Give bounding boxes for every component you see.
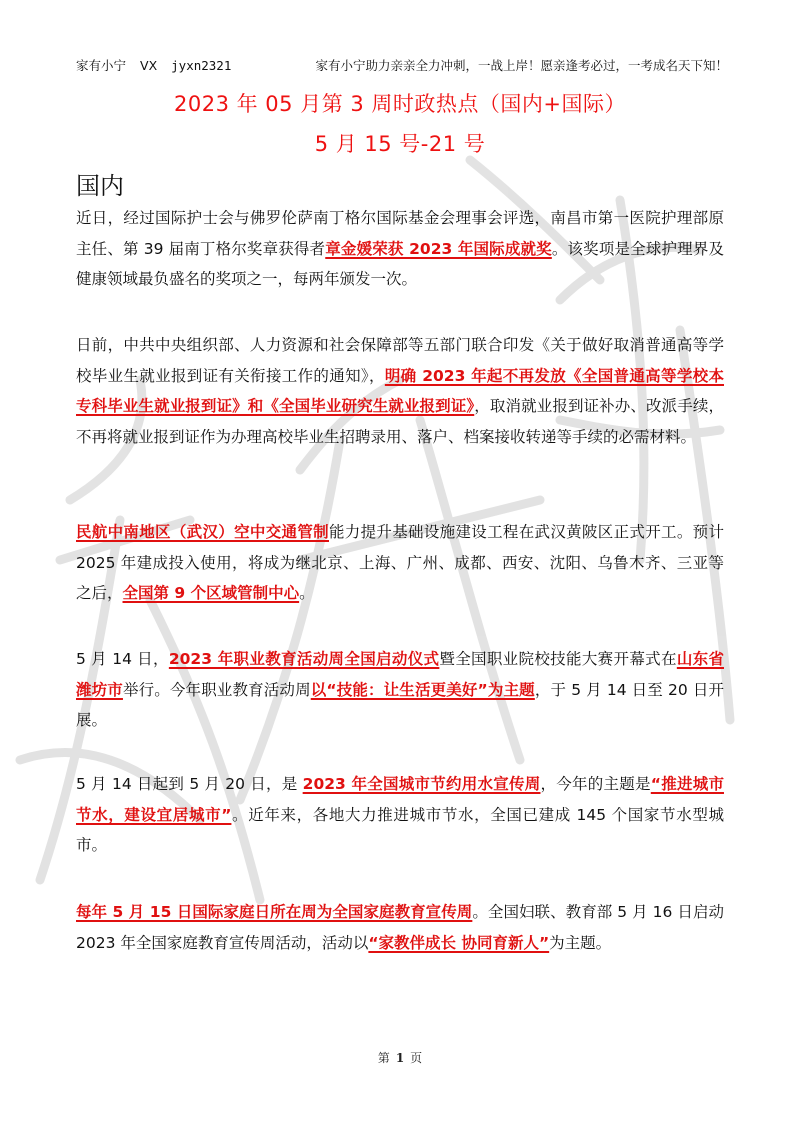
news-paragraph (76, 203, 724, 295)
paragraph-text: 。全国妇联、教育部 5 月 16 日启动 2023 年全国家庭教育宣传周活动，活动以 (76, 903, 724, 952)
paragraph-text: 近日，经过国际护士会与佛罗伦萨南丁格尔国际基金会理事会评选，南昌市第一医院护理部原主任、第 39 届南丁格尔奖章获得者 (76, 209, 724, 258)
paragraph-text: 5 月 14 日起到 5 月 20 日，是 (76, 775, 303, 793)
highlighted-text: 明确 2023 年起不再发放《全国普通高等学校本专科毕业生就业报到证》和《全国毕业研究生就业报到证》 (76, 366, 724, 415)
paragraph-text: 5 月 14 日， (76, 650, 169, 668)
paragraph-text: 。 (299, 584, 315, 602)
paragraph-text: ，今年的主题是 (540, 775, 651, 793)
highlighted-text: “推进城市节水，建设宜居城市” (76, 775, 724, 824)
header-wechat-id: jyxn2321 (171, 58, 232, 73)
news-paragraph (76, 769, 724, 861)
paragraph-text: 。近年来，各地大力推进城市节水，全国已建成 145 个国家节水型城市。 (76, 805, 724, 854)
header-left (76, 56, 231, 74)
paragraph-text: 暨全国职业院校技能大赛开幕式在 (439, 650, 677, 668)
section-heading-domestic: 国内 (76, 172, 124, 200)
paragraph-text: ，取消就业报到证补办、改派手续，不再将就业报到证作为办理高校毕业生招聘录用、落户、档案接收转递等手续的必需材料。 (76, 397, 724, 446)
highlighted-text: 2023 年全国城市节约用水宣传周 (302, 775, 541, 793)
page-number-prefix: 第 (377, 1051, 390, 1065)
news-paragraph (76, 517, 724, 609)
page-number (0, 1049, 800, 1066)
highlighted-text: 以“技能：让生活更美好”为主题 (310, 680, 535, 699)
paragraph-text: 日前，中共中央组织部、人力资源和社会保障部等五部门联合印发《关于做好取消普通高等学校毕业生就业报到证有关衔接工作的通知》， (76, 336, 724, 385)
highlighted-text: “家教伴成长 协同育新人” (368, 933, 550, 952)
news-paragraph (76, 897, 724, 958)
document-title: 2023 年 05 月第 3 周时政热点（国内+国际） (174, 92, 626, 116)
highlighted-text: 山东省潍坊市 (76, 650, 724, 699)
highlighted-text: 章金媛荣获 2023 年国际成就奖 (325, 239, 552, 258)
news-paragraph (76, 644, 724, 736)
header-vx-label: VX (140, 58, 158, 73)
highlighted-text: 2023 年职业教育活动周全国启动仪式 (168, 650, 440, 668)
news-paragraph (76, 330, 724, 452)
paragraph-text: 举行。今年职业教育活动周 (122, 680, 311, 699)
document-date-range: 5 月 15 号-21 号 (314, 132, 486, 156)
page-number-value: 1 (395, 1051, 405, 1065)
header-slogan: 家有小宁助力亲亲全力冲刺，一战上岸！愿亲逢考必过，一考成名天下知！ (315, 58, 728, 73)
paragraph-text: 能力提升基础设施建设工程在武汉黄陂区正式开工。预计 2025 年建成投入使用，将成为继北京、上海、广州、成都、西安、沈阳、乌鲁木齐、三亚等之后， (76, 523, 724, 602)
page-number-suffix: 页 (410, 1051, 423, 1065)
paragraph-text: ，于 5 月 14 日至 20 日开展。 (76, 680, 724, 729)
highlighted-text: 每年 5 月 15 日国际家庭日所在周为全国家庭教育宣传周 (76, 903, 473, 921)
highlighted-text: 全国第 9 个区域管制中心 (122, 584, 300, 602)
paragraph-text: 。该奖项是全球护理界及健康领域最负盛名的奖项之一，每两年颁发一次。 (76, 239, 724, 288)
paragraph-text: 为主题。 (549, 933, 612, 952)
header-author-name: 家有小宁 (76, 58, 127, 73)
highlighted-text: 民航中南地区（武汉）空中交通管制 (76, 523, 329, 541)
